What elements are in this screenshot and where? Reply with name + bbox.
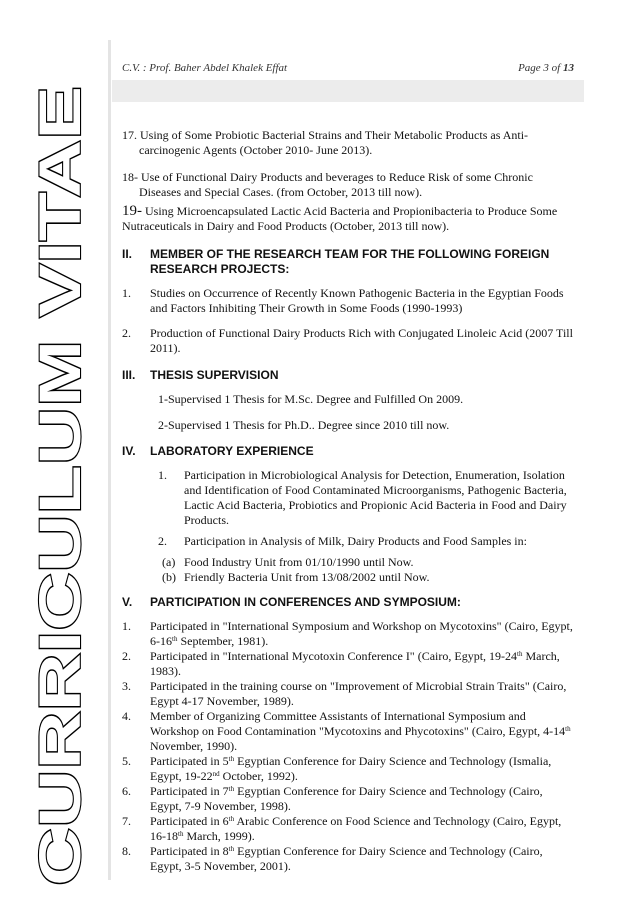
section-heading: IV. LABORATORY EXPERIENCE	[122, 444, 314, 458]
item-text: Participated in the training course on "Improvement of Microbial Strain Traits" (Cairo, Egypt 4-17 November, 1989).	[150, 679, 567, 708]
header-band	[112, 80, 584, 102]
conference-item	[122, 844, 574, 874]
ordinal-suffix: th	[172, 635, 178, 643]
item-text: Participated in "International Mycotoxin Conference I" (Cairo, Egypt, 19-24th March, 1983).	[150, 649, 560, 678]
conference-item	[122, 679, 574, 709]
item-number: 4.	[122, 709, 131, 723]
item-17: 17. Using of Some Probiotic Bacterial Strains and Their Metabolic Products as Anti-carcinogenic Agents (October 2010- June 2013).	[122, 128, 529, 157]
item-text: Friendly Bacteria Unit from 13/08/2002 until Now.	[184, 570, 430, 584]
lab-experience-item	[122, 534, 574, 549]
curriculum-vitae-vertical-title	[28, 82, 104, 890]
item-text: Participated in 8th Egyptian Conference for Dairy Science and Technology (Cairo, Egypt, 3-5 November, 2001).	[150, 844, 543, 873]
thesis-line: 2-Supervised 1 Thesis for Ph.D.. Degree since 2010 till now.	[158, 418, 450, 432]
item-number: 2.	[158, 534, 167, 548]
conference-item	[122, 649, 574, 679]
ordinal-suffix: th	[178, 830, 184, 838]
sidebar-text: CURRICULUM VITAE	[28, 310, 93, 886]
item-text: Participation in Analysis of Milk, Dairy Products and Food Samples in:	[184, 534, 527, 548]
ordinal-suffix: th	[517, 650, 523, 658]
item-number: 5.	[122, 754, 131, 768]
ordinal-suffix: th	[565, 725, 571, 733]
ordinal-suffix: th	[228, 815, 235, 823]
ordinal-suffix: nd	[212, 770, 220, 778]
item-19: 19- Using Microencapsulated Lactic Acid Bacteria and Propionibacteria to Produce Some Nutraceuticals in Dairy and Food Products (October, 2013 till now).	[122, 203, 558, 233]
item-text: Studies on Occurrence of Recently Known Pathogenic Bacteria in the Egyptian Foods and Factors Inhibiting Their Growth in Some Foods (1990-1993)	[150, 286, 564, 315]
ordinal-suffix: th	[228, 785, 235, 793]
conference-item	[122, 754, 574, 784]
item-number: 2.	[122, 326, 131, 340]
project-item	[122, 286, 574, 316]
item-number: 1.	[122, 286, 131, 300]
sidebar-divider	[108, 40, 111, 880]
item-text: Participated in 6th Arabic Conference on Food Science and Technology (Cairo, Egypt, 16-18th March, 1999).	[150, 814, 562, 843]
ordinal-suffix: th	[228, 845, 235, 853]
header-page-number: Page 3 of 13	[518, 62, 574, 74]
item-number: 8.	[122, 844, 131, 858]
item-text: Participated in "International Symposium and Workshop on Mycotoxins" (Cairo, Egypt, 6-16th September, 1981).	[150, 619, 573, 648]
conference-item	[122, 709, 574, 754]
conference-item	[122, 619, 574, 649]
item-number: 1.	[158, 468, 167, 482]
item-number: 6.	[122, 784, 131, 798]
thesis-line: 1-Supervised 1 Thesis for M.Sc. Degree and Fulfilled On 2009.	[158, 392, 464, 406]
item-number: 1.	[122, 619, 131, 633]
lab-unit-item	[122, 570, 574, 585]
section-heading: V. PARTICIPATION IN CONFERENCES AND SYMPOSIUM:	[122, 595, 461, 609]
conference-item	[122, 784, 574, 814]
item-18: 18- Use of Functional Dairy Products and beverages to Reduce Risk of some Chronic Diseases and Special Cases. (from October, 2013 till now).	[122, 170, 533, 199]
item-text: Participated in 7th Egyptian Conference for Dairy Science and Technology (Cairo, Egypt, 7-9 November, 1998).	[150, 784, 543, 813]
document-body	[122, 128, 574, 874]
lab-unit-item	[122, 555, 574, 570]
conference-item	[122, 814, 574, 844]
section-heading: II. MEMBER OF THE RESEARCH TEAM FOR THE FOLLOWING FOREIGN RESEARCH PROJECTS:	[122, 247, 550, 276]
section-heading: III. THESIS SUPERVISION	[122, 368, 279, 382]
item-text: Member of Organizing Committee Assistants of International Symposium and Workshop on Food Contamination "Mycotoxins and Phycotoxins" (Cairo, Egypt, 4-14th November, 1990).	[150, 709, 571, 753]
item-number: 2.	[122, 649, 131, 663]
item-text: Food Industry Unit from 01/10/1990 until Now.	[184, 555, 414, 569]
item-number: 7.	[122, 814, 131, 828]
lab-experience-item	[122, 468, 574, 528]
item-text: Participation in Microbiological Analysis for Detection, Enumeration, Isolation and Identification of Food Contaminated Microorganisms, Pathogenic Bacteria, Lactic Acid Bacteria, Probiotics and Propionic Acid Bacteria in Food and Dairy Products.	[184, 468, 567, 527]
ordinal-suffix: th	[228, 755, 235, 763]
header-cv-name: C.V. : Prof. Baher Abdel Khalek Effat	[122, 62, 288, 74]
item-letter: (b)	[162, 570, 176, 584]
item-text: Production of Functional Dairy Products Rich with Conjugated Linoleic Acid (2007 Till 2011).	[150, 326, 573, 355]
item-text: Participated in 5th Egyptian Conference for Dairy Science and Technology (Ismalia, Egypt, 19-22nd October, 1992).	[150, 754, 552, 783]
project-item	[122, 326, 574, 356]
item-number: 3.	[122, 679, 131, 693]
item-letter: (a)	[162, 555, 176, 569]
